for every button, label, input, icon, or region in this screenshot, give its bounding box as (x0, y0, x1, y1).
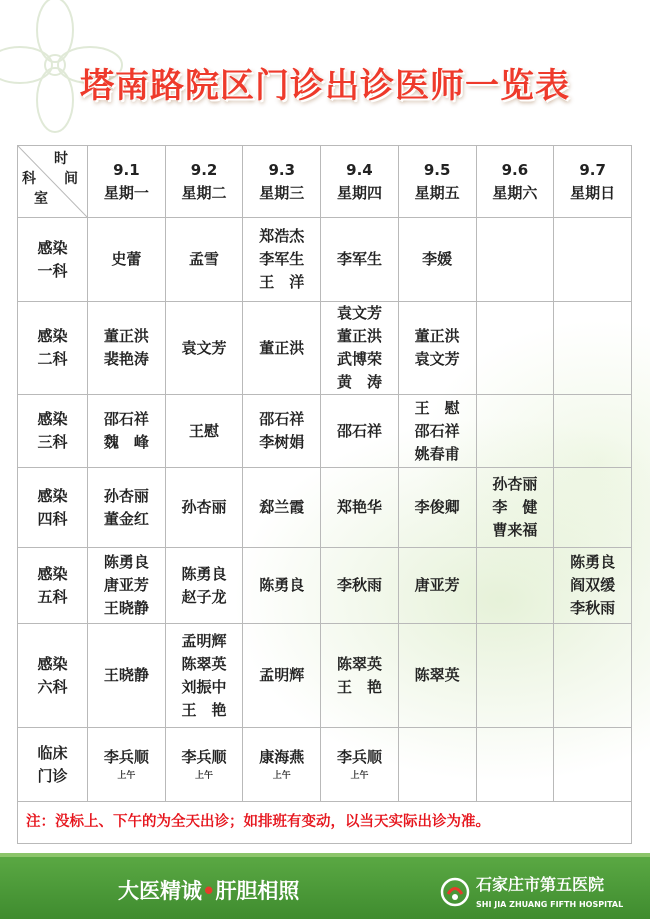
doctor-cell (476, 395, 554, 468)
doctor-name: 王晓静 (103, 666, 149, 684)
doctor-name: 孟雪 (189, 250, 220, 268)
doctor-name: 王 艳 (336, 677, 382, 696)
doctor-cell (321, 218, 399, 302)
table-row (18, 395, 632, 468)
doctor-cell (243, 218, 321, 302)
doctor-cell (398, 468, 476, 548)
doctor-name: 孟明辉 (259, 666, 305, 684)
day-header: 9.7 星期日 (554, 146, 632, 218)
doctor-cell (554, 218, 632, 302)
doctor-name: 王 慰 (414, 398, 460, 417)
doctor-name: 董正洪 (259, 338, 305, 357)
dept-label: 感染 (37, 410, 68, 428)
hospital-logo-icon (440, 877, 470, 907)
dept-cell (18, 728, 88, 802)
doctor-name: 史蕾 (111, 250, 142, 268)
doctor-name: 董正洪 (414, 327, 460, 345)
dept-label: 四科 (37, 509, 68, 528)
doctor-name: 李秋雨 (570, 599, 616, 617)
doctor-name: 刘振中 (181, 677, 227, 696)
doctor-name: 袁文芳 (336, 304, 382, 322)
session-note: 上午 (117, 771, 136, 781)
doctor-name: 李兵顺 (336, 748, 382, 766)
doctor-cell (88, 395, 166, 468)
doctor-cell (88, 468, 166, 548)
doctor-name: 陈勇良 (259, 576, 305, 594)
doctor-name: 孙杏丽 (492, 475, 538, 493)
doctor-name: 董正洪 (336, 327, 382, 345)
doctor-name: 王 洋 (259, 273, 305, 291)
doctor-name: 王 艳 (181, 700, 227, 719)
doctor-cell (554, 468, 632, 548)
doctor-cell (321, 395, 399, 468)
doctor-cell (554, 624, 632, 728)
corner-time: 时 (54, 151, 68, 167)
doctor-cell (554, 548, 632, 624)
doctor-cell (321, 624, 399, 728)
doctor-cell (398, 548, 476, 624)
doctor-name: 陈勇良 (103, 553, 149, 571)
doctor-name: 董金红 (103, 509, 149, 528)
doctor-cell (321, 548, 399, 624)
dept-label: 感染 (37, 654, 68, 673)
doctor-cell (165, 302, 243, 395)
dept-label: 感染 (37, 564, 68, 583)
doctor-name: 董正洪 (103, 327, 149, 345)
doctor-cell (243, 624, 321, 728)
doctor-name: 陈勇良 (181, 564, 227, 583)
dept-cell (18, 218, 88, 302)
doctor-name: 李秋雨 (336, 576, 382, 594)
doctor-cell (554, 302, 632, 395)
day-header: 9.6 星期六 (476, 146, 554, 218)
dept-cell (18, 624, 88, 728)
table-row (18, 218, 632, 302)
doctor-cell (476, 302, 554, 395)
day-header: 9.2 星期二 (165, 146, 243, 218)
doctor-name: 孙杏丽 (181, 498, 227, 516)
doctor-cell (243, 302, 321, 395)
dept-cell (18, 468, 88, 548)
doctor-cell (243, 395, 321, 468)
doctor-cell (165, 728, 243, 802)
doctor-name: 陈翠英 (336, 654, 382, 673)
dept-cell (18, 302, 88, 395)
doctor-name: 孟明辉 (181, 631, 227, 650)
session-note: 上午 (272, 771, 291, 781)
doctor-name: 李媛 (422, 250, 453, 268)
doctor-cell (398, 728, 476, 802)
doctor-name: 郄兰霞 (259, 498, 305, 516)
doctor-name: 赵子龙 (181, 587, 227, 606)
dept-label: 临床 (37, 743, 68, 762)
doctor-cell (321, 468, 399, 548)
dept-label: 感染 (37, 238, 68, 257)
doctor-cell (554, 395, 632, 468)
doctor-name: 王慰 (189, 421, 220, 440)
doctor-name: 陈勇良 (570, 553, 616, 571)
doctor-name: 邵石祥 (414, 421, 460, 440)
table-row (18, 624, 632, 728)
doctor-cell (321, 728, 399, 802)
hospital-name-en: SHI JIA ZHUANG FIFTH HOSPITAL (476, 900, 624, 909)
doctor-name: 李兵顺 (103, 748, 149, 766)
day-header: 9.5 星期五 (398, 146, 476, 218)
doctor-cell (554, 728, 632, 802)
doctor-name: 郑浩杰 (259, 227, 305, 245)
doctor-cell (165, 395, 243, 468)
doctor-name: 陈翠英 (414, 666, 460, 684)
doctor-name: 唐亚芳 (414, 576, 460, 594)
footer-slogan: 大医精诚•肝胆相照 (118, 879, 300, 903)
doctor-cell (476, 624, 554, 728)
dept-label: 五科 (37, 587, 68, 606)
doctor-cell (398, 218, 476, 302)
day-header: 9.3 星期三 (243, 146, 321, 218)
doctor-cell (398, 395, 476, 468)
dept-cell (18, 395, 88, 468)
doctor-cell (243, 468, 321, 548)
doctor-name: 魏 峰 (103, 433, 149, 451)
doctor-cell (88, 548, 166, 624)
table-row (18, 728, 632, 802)
session-note: 上午 (350, 771, 369, 781)
corner-room: 室 (34, 191, 48, 207)
corner-between: 间 (64, 171, 78, 187)
doctor-cell (165, 548, 243, 624)
doctor-cell (243, 728, 321, 802)
table-row (18, 468, 632, 548)
dept-label: 六科 (37, 677, 68, 696)
doctor-cell (476, 218, 554, 302)
doctor-name: 袁文芳 (181, 338, 227, 357)
doctor-name: 李兵顺 (181, 748, 227, 766)
doctor-name: 武博荣 (336, 350, 382, 368)
doctor-name: 李军生 (336, 250, 382, 268)
doctor-cell (88, 302, 166, 395)
dept-label: 感染 (37, 486, 68, 505)
note-row (18, 802, 632, 844)
doctor-name: 孙杏丽 (103, 486, 149, 505)
header-row (18, 146, 632, 218)
doctor-name: 李俊卿 (414, 498, 460, 516)
doctor-name: 李树娟 (259, 433, 305, 451)
doctor-cell (165, 468, 243, 548)
doctor-cell (476, 728, 554, 802)
doctor-name: 邵石祥 (103, 410, 149, 428)
doctor-cell (88, 728, 166, 802)
corner-cell (18, 146, 88, 218)
table-row (18, 548, 632, 624)
doctor-name: 裴艳涛 (103, 350, 149, 368)
doctor-cell (398, 624, 476, 728)
footer (0, 857, 650, 919)
doctor-name: 陈翠英 (181, 654, 227, 673)
doctor-name: 郑艳华 (336, 498, 382, 516)
doctor-cell (88, 624, 166, 728)
dept-label: 门诊 (37, 766, 68, 785)
footnote: 注：没标上、下午的为全天出诊；如排班有变动，以当天实际出诊为准。 (18, 802, 632, 844)
doctor-name: 王晓静 (103, 599, 149, 617)
doctor-cell (88, 218, 166, 302)
doctor-name: 姚春甫 (414, 444, 460, 463)
schedule-table (17, 145, 632, 844)
dept-label: 二科 (37, 350, 68, 368)
doctor-cell (476, 548, 554, 624)
doctor-cell (321, 302, 399, 395)
doctor-name: 唐亚芳 (103, 576, 149, 594)
doctor-name: 曹来福 (492, 521, 538, 539)
day-header: 9.4 星期四 (321, 146, 399, 218)
session-note: 上午 (195, 771, 214, 781)
dept-label: 三科 (37, 433, 68, 451)
doctor-name: 黄 涛 (336, 373, 382, 391)
doctor-name: 袁文芳 (414, 350, 460, 368)
doctor-name: 李 健 (492, 498, 538, 516)
doctor-name: 邵石祥 (336, 421, 382, 440)
doctor-name: 康海燕 (259, 748, 305, 766)
dept-label: 感染 (37, 327, 68, 345)
doctor-cell (398, 302, 476, 395)
doctor-name: 阎双缓 (570, 576, 616, 594)
doctor-cell (476, 468, 554, 548)
dept-cell (18, 548, 88, 624)
hospital-name: 石家庄市第五医院 (476, 875, 605, 894)
day-header: 9.1 星期一 (88, 146, 166, 218)
page-title: 塔南路院区门诊出诊医师一览表 (80, 66, 570, 106)
doctor-name: 邵石祥 (259, 410, 305, 428)
doctor-cell (165, 624, 243, 728)
doctor-cell (243, 548, 321, 624)
table-row (18, 302, 632, 395)
doctor-name: 李军生 (259, 250, 305, 268)
doctor-cell (165, 218, 243, 302)
corner-dept: 科 (22, 171, 36, 187)
dept-label: 一科 (37, 261, 68, 280)
